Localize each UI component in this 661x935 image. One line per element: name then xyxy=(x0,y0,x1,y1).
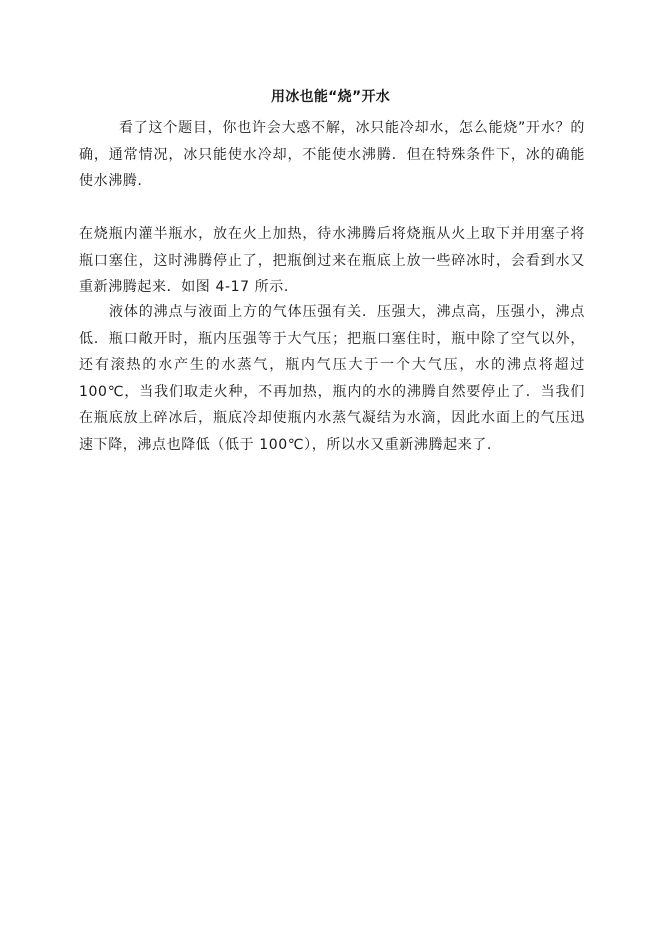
paragraph-explanation: 液体的沸点与液面上方的气体压强有关．压强大，沸点高，压强小，沸点低．瓶口敞开时，瓶内压强等于大气压；把瓶口塞住时，瓶中除了空气以外，还有滚热的水产生的水蒸气，瓶内气压大于一个大气压，水的沸点将超过 100℃，当我们取走火种，不再加热，瓶内的水的沸腾自然要停止了．当我们在瓶底放上碎冰后，瓶底冷却使瓶内水蒸气凝结为水滴，因此水面上的气压迅速下降，沸点也降低（低于 100℃），所以水又重新沸腾起来了. xyxy=(79,304,585,453)
paragraph-intro: 看了这个题目，你也许会大惑不解，冰只能冷却水，怎么能烧”开水？的确，通常情况，冰只能使水冷却，不能使水沸腾．但在特殊条件下，冰的确能使水沸腾. xyxy=(79,120,585,189)
document-title: 用冰也能“烧”开水 xyxy=(270,89,391,105)
paragraph-experiment: 在烧瓶内灌半瓶水，放在火上加热，待水沸腾后将烧瓶从火上取下并用塞子将瓶口塞住，这时沸腾停止了，把瓶倒过来在瓶底上放一些碎冰时，会看到水又重新沸腾起来．如图 4-17 所示. xyxy=(79,226,585,295)
